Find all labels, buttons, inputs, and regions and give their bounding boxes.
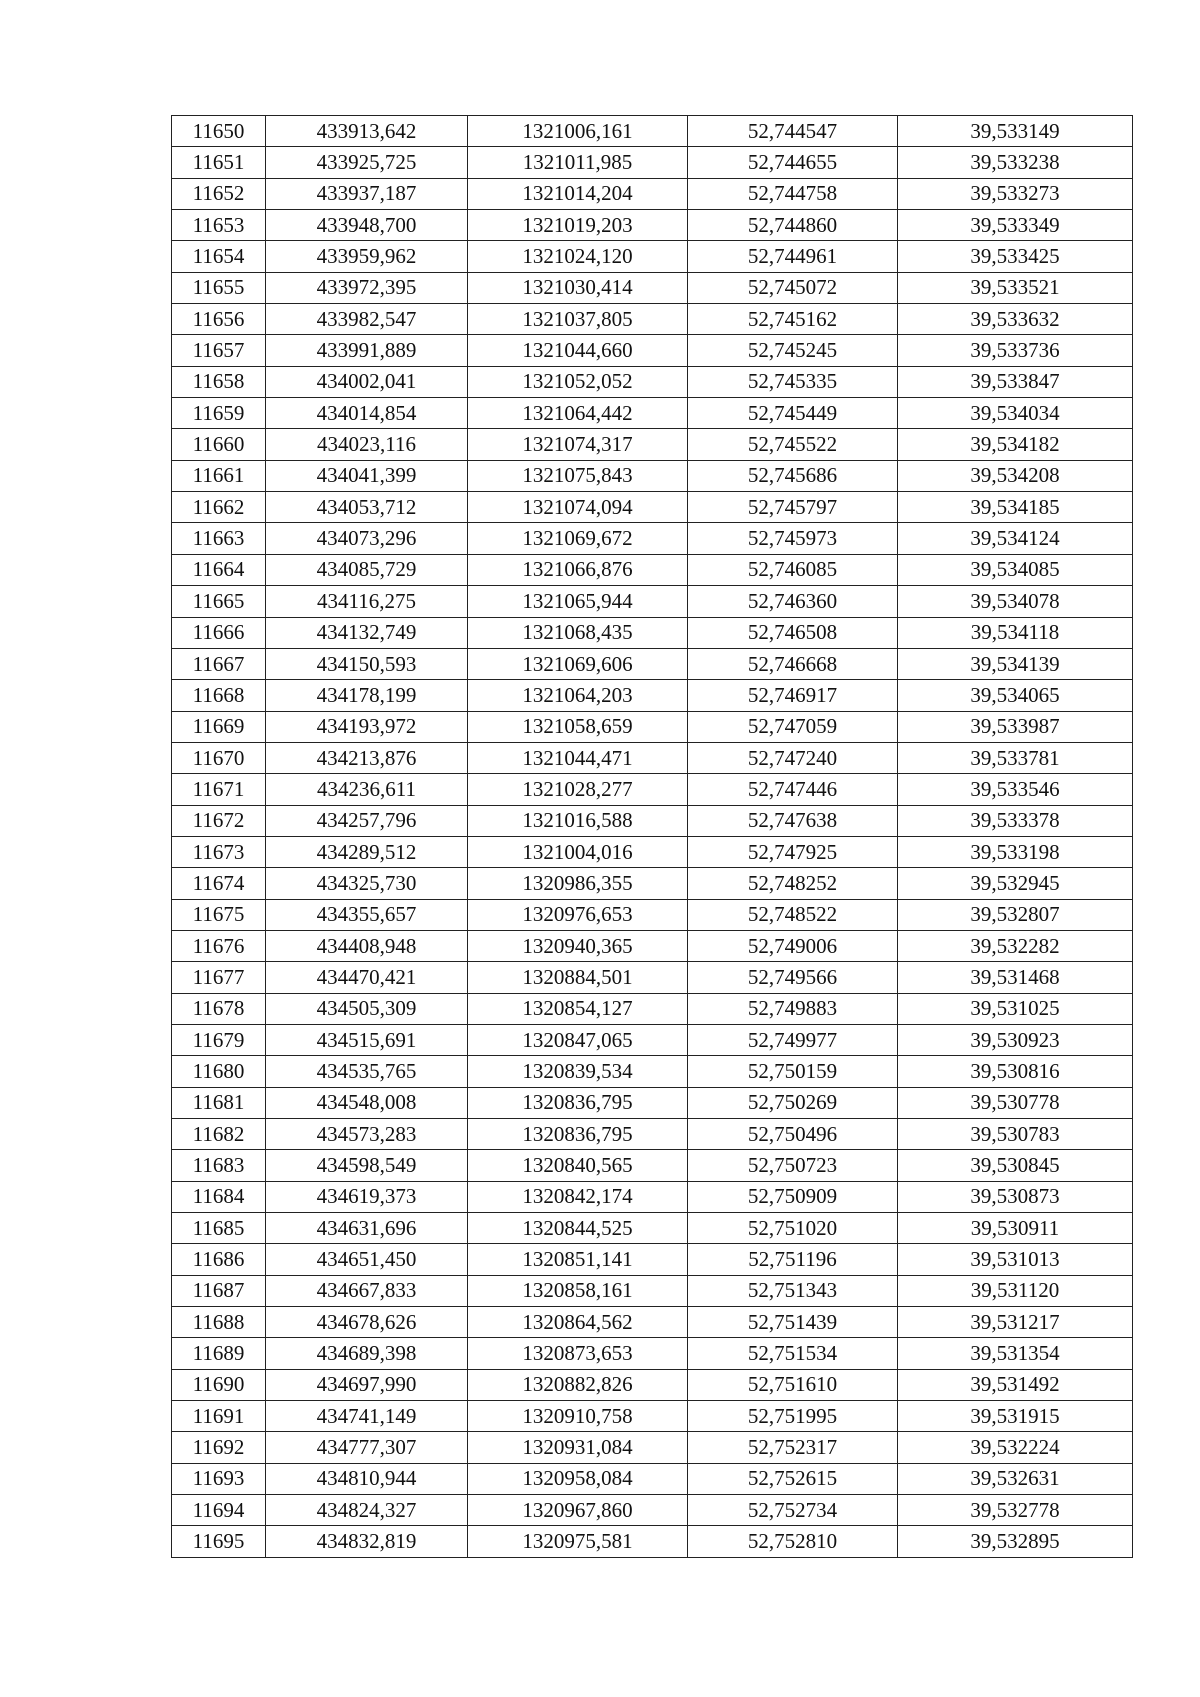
x-coordinate-cell: 434193,972: [266, 711, 468, 742]
latitude-cell: 52,746360: [688, 586, 898, 617]
table-row: [172, 492, 1133, 523]
y-coordinate-cell: 1320839,534: [468, 1056, 688, 1087]
latitude-cell: 52,747925: [688, 836, 898, 867]
table-row: [172, 1056, 1133, 1087]
x-coordinate-cell: 434178,199: [266, 680, 468, 711]
y-coordinate-cell: 1320844,525: [468, 1213, 688, 1244]
table-row: [172, 523, 1133, 554]
latitude-cell: 52,745973: [688, 523, 898, 554]
x-coordinate-cell: 434053,712: [266, 492, 468, 523]
point-number-cell: 11676: [172, 930, 266, 961]
y-coordinate-cell: 1320864,562: [468, 1307, 688, 1338]
latitude-cell: 52,747240: [688, 742, 898, 773]
y-coordinate-cell: 1321019,203: [468, 210, 688, 241]
table-row: [172, 210, 1133, 241]
table-row: [172, 178, 1133, 209]
y-coordinate-cell: 1321044,471: [468, 742, 688, 773]
point-number-cell: 11651: [172, 147, 266, 178]
longitude-cell: 39,531915: [898, 1401, 1133, 1432]
y-coordinate-cell: 1321068,435: [468, 617, 688, 648]
y-coordinate-cell: 1320910,758: [468, 1401, 688, 1432]
point-number-cell: 11678: [172, 993, 266, 1024]
longitude-cell: 39,530845: [898, 1150, 1133, 1181]
y-coordinate-cell: 1320975,581: [468, 1526, 688, 1557]
longitude-cell: 39,532945: [898, 868, 1133, 899]
latitude-cell: 52,744961: [688, 241, 898, 272]
x-coordinate-cell: 434697,990: [266, 1369, 468, 1400]
x-coordinate-cell: 434651,450: [266, 1244, 468, 1275]
point-number-cell: 11679: [172, 1024, 266, 1055]
table-row: [172, 962, 1133, 993]
x-coordinate-cell: 434289,512: [266, 836, 468, 867]
x-coordinate-cell: 434236,611: [266, 774, 468, 805]
longitude-cell: 39,534185: [898, 492, 1133, 523]
x-coordinate-cell: 434678,626: [266, 1307, 468, 1338]
table-row: [172, 554, 1133, 585]
latitude-cell: 52,751995: [688, 1401, 898, 1432]
y-coordinate-cell: 1321064,442: [468, 398, 688, 429]
point-number-cell: 11657: [172, 335, 266, 366]
y-coordinate-cell: 1321030,414: [468, 272, 688, 303]
point-number-cell: 11659: [172, 398, 266, 429]
longitude-cell: 39,531025: [898, 993, 1133, 1024]
table-row: [172, 1495, 1133, 1526]
y-coordinate-cell: 1320851,141: [468, 1244, 688, 1275]
x-coordinate-cell: 434598,549: [266, 1150, 468, 1181]
longitude-cell: 39,534085: [898, 554, 1133, 585]
y-coordinate-cell: 1320967,860: [468, 1495, 688, 1526]
table-row: [172, 774, 1133, 805]
table-row: [172, 366, 1133, 397]
point-number-cell: 11654: [172, 241, 266, 272]
table-row: [172, 398, 1133, 429]
y-coordinate-cell: 1320976,653: [468, 899, 688, 930]
x-coordinate-cell: 434355,657: [266, 899, 468, 930]
longitude-cell: 39,532224: [898, 1432, 1133, 1463]
latitude-cell: 52,751196: [688, 1244, 898, 1275]
longitude-cell: 39,531013: [898, 1244, 1133, 1275]
x-coordinate-cell: 433913,642: [266, 116, 468, 147]
coordinates-table: [171, 115, 1133, 1558]
longitude-cell: 39,533781: [898, 742, 1133, 773]
point-number-cell: 11660: [172, 429, 266, 460]
longitude-cell: 39,531217: [898, 1307, 1133, 1338]
x-coordinate-cell: 434325,730: [266, 868, 468, 899]
longitude-cell: 39,530778: [898, 1087, 1133, 1118]
table-row: [172, 1401, 1133, 1432]
latitude-cell: 52,745245: [688, 335, 898, 366]
coordinates-table-body: [172, 116, 1133, 1558]
point-number-cell: 11655: [172, 272, 266, 303]
x-coordinate-cell: 434073,296: [266, 523, 468, 554]
y-coordinate-cell: 1320836,795: [468, 1119, 688, 1150]
latitude-cell: 52,747446: [688, 774, 898, 805]
x-coordinate-cell: 434085,729: [266, 554, 468, 585]
point-number-cell: 11683: [172, 1150, 266, 1181]
latitude-cell: 52,750159: [688, 1056, 898, 1087]
longitude-cell: 39,533198: [898, 836, 1133, 867]
point-number-cell: 11667: [172, 648, 266, 679]
table-row: [172, 617, 1133, 648]
longitude-cell: 39,531120: [898, 1275, 1133, 1306]
latitude-cell: 52,751610: [688, 1369, 898, 1400]
table-row: [172, 930, 1133, 961]
x-coordinate-cell: 434515,691: [266, 1024, 468, 1055]
point-number-cell: 11662: [172, 492, 266, 523]
table-row: [172, 1181, 1133, 1212]
longitude-cell: 39,531354: [898, 1338, 1133, 1369]
y-coordinate-cell: 1321028,277: [468, 774, 688, 805]
longitude-cell: 39,533238: [898, 147, 1133, 178]
latitude-cell: 52,747638: [688, 805, 898, 836]
longitude-cell: 39,532807: [898, 899, 1133, 930]
longitude-cell: 39,533378: [898, 805, 1133, 836]
table-row: [172, 1213, 1133, 1244]
longitude-cell: 39,534139: [898, 648, 1133, 679]
latitude-cell: 52,744758: [688, 178, 898, 209]
point-number-cell: 11684: [172, 1181, 266, 1212]
latitude-cell: 52,750723: [688, 1150, 898, 1181]
y-coordinate-cell: 1321052,052: [468, 366, 688, 397]
x-coordinate-cell: 433991,889: [266, 335, 468, 366]
y-coordinate-cell: 1321044,660: [468, 335, 688, 366]
table-row: [172, 648, 1133, 679]
longitude-cell: 39,534065: [898, 680, 1133, 711]
point-number-cell: 11669: [172, 711, 266, 742]
y-coordinate-cell: 1320836,795: [468, 1087, 688, 1118]
table-row: [172, 1369, 1133, 1400]
latitude-cell: 52,744655: [688, 147, 898, 178]
longitude-cell: 39,533632: [898, 304, 1133, 335]
y-coordinate-cell: 1321016,588: [468, 805, 688, 836]
longitude-cell: 39,533425: [898, 241, 1133, 272]
point-number-cell: 11665: [172, 586, 266, 617]
point-number-cell: 11671: [172, 774, 266, 805]
point-number-cell: 11680: [172, 1056, 266, 1087]
latitude-cell: 52,745686: [688, 460, 898, 491]
x-coordinate-cell: 434470,421: [266, 962, 468, 993]
x-coordinate-cell: 433982,547: [266, 304, 468, 335]
latitude-cell: 52,746508: [688, 617, 898, 648]
latitude-cell: 52,751534: [688, 1338, 898, 1369]
y-coordinate-cell: 1321037,805: [468, 304, 688, 335]
y-coordinate-cell: 1321064,203: [468, 680, 688, 711]
point-number-cell: 11687: [172, 1275, 266, 1306]
y-coordinate-cell: 1321075,843: [468, 460, 688, 491]
point-number-cell: 11661: [172, 460, 266, 491]
point-number-cell: 11681: [172, 1087, 266, 1118]
y-coordinate-cell: 1320940,365: [468, 930, 688, 961]
table-row: [172, 1463, 1133, 1494]
longitude-cell: 39,530783: [898, 1119, 1133, 1150]
x-coordinate-cell: 434810,944: [266, 1463, 468, 1494]
latitude-cell: 52,745449: [688, 398, 898, 429]
point-number-cell: 11686: [172, 1244, 266, 1275]
table-row: [172, 241, 1133, 272]
point-number-cell: 11658: [172, 366, 266, 397]
longitude-cell: 39,530923: [898, 1024, 1133, 1055]
x-coordinate-cell: 434014,854: [266, 398, 468, 429]
y-coordinate-cell: 1320842,174: [468, 1181, 688, 1212]
point-number-cell: 11656: [172, 304, 266, 335]
point-number-cell: 11682: [172, 1119, 266, 1150]
x-coordinate-cell: 434573,283: [266, 1119, 468, 1150]
x-coordinate-cell: 434832,819: [266, 1526, 468, 1557]
point-number-cell: 11666: [172, 617, 266, 648]
latitude-cell: 52,745335: [688, 366, 898, 397]
longitude-cell: 39,532778: [898, 1495, 1133, 1526]
latitude-cell: 52,751020: [688, 1213, 898, 1244]
table-row: [172, 304, 1133, 335]
x-coordinate-cell: 434631,696: [266, 1213, 468, 1244]
y-coordinate-cell: 1320884,501: [468, 962, 688, 993]
point-number-cell: 11674: [172, 868, 266, 899]
longitude-cell: 39,532631: [898, 1463, 1133, 1494]
longitude-cell: 39,531492: [898, 1369, 1133, 1400]
x-coordinate-cell: 434023,116: [266, 429, 468, 460]
point-number-cell: 11691: [172, 1401, 266, 1432]
point-number-cell: 11663: [172, 523, 266, 554]
point-number-cell: 11668: [172, 680, 266, 711]
latitude-cell: 52,745522: [688, 429, 898, 460]
latitude-cell: 52,750269: [688, 1087, 898, 1118]
latitude-cell: 52,748252: [688, 868, 898, 899]
table-row: [172, 1119, 1133, 1150]
point-number-cell: 11692: [172, 1432, 266, 1463]
y-coordinate-cell: 1320986,355: [468, 868, 688, 899]
table-row: [172, 1150, 1133, 1181]
x-coordinate-cell: 434116,275: [266, 586, 468, 617]
table-row: [172, 429, 1133, 460]
y-coordinate-cell: 1321058,659: [468, 711, 688, 742]
x-coordinate-cell: 433959,962: [266, 241, 468, 272]
point-number-cell: 11694: [172, 1495, 266, 1526]
longitude-cell: 39,533736: [898, 335, 1133, 366]
x-coordinate-cell: 434041,399: [266, 460, 468, 491]
x-coordinate-cell: 434777,307: [266, 1432, 468, 1463]
table-row: [172, 1275, 1133, 1306]
table-row: [172, 680, 1133, 711]
x-coordinate-cell: 434150,593: [266, 648, 468, 679]
point-number-cell: 11650: [172, 116, 266, 147]
latitude-cell: 52,752615: [688, 1463, 898, 1494]
longitude-cell: 39,533546: [898, 774, 1133, 805]
y-coordinate-cell: 1321066,876: [468, 554, 688, 585]
x-coordinate-cell: 434257,796: [266, 805, 468, 836]
latitude-cell: 52,752734: [688, 1495, 898, 1526]
y-coordinate-cell: 1321074,317: [468, 429, 688, 460]
y-coordinate-cell: 1321069,606: [468, 648, 688, 679]
latitude-cell: 52,744860: [688, 210, 898, 241]
latitude-cell: 52,750496: [688, 1119, 898, 1150]
longitude-cell: 39,534124: [898, 523, 1133, 554]
x-coordinate-cell: 434667,833: [266, 1275, 468, 1306]
x-coordinate-cell: 433972,395: [266, 272, 468, 303]
latitude-cell: 52,745797: [688, 492, 898, 523]
point-number-cell: 11693: [172, 1463, 266, 1494]
x-coordinate-cell: 433948,700: [266, 210, 468, 241]
x-coordinate-cell: 434002,041: [266, 366, 468, 397]
latitude-cell: 52,746668: [688, 648, 898, 679]
table-row: [172, 147, 1133, 178]
table-row: [172, 116, 1133, 147]
y-coordinate-cell: 1321069,672: [468, 523, 688, 554]
point-number-cell: 11664: [172, 554, 266, 585]
table-row: [172, 1244, 1133, 1275]
table-row: [172, 711, 1133, 742]
longitude-cell: 39,530873: [898, 1181, 1133, 1212]
point-number-cell: 11675: [172, 899, 266, 930]
y-coordinate-cell: 1321024,120: [468, 241, 688, 272]
table-row: [172, 1307, 1133, 1338]
table-row: [172, 586, 1133, 617]
latitude-cell: 52,752810: [688, 1526, 898, 1557]
table-row: [172, 868, 1133, 899]
y-coordinate-cell: 1320931,084: [468, 1432, 688, 1463]
longitude-cell: 39,534118: [898, 617, 1133, 648]
y-coordinate-cell: 1320873,653: [468, 1338, 688, 1369]
table-row: [172, 460, 1133, 491]
y-coordinate-cell: 1320854,127: [468, 993, 688, 1024]
latitude-cell: 52,744547: [688, 116, 898, 147]
latitude-cell: 52,749883: [688, 993, 898, 1024]
latitude-cell: 52,746917: [688, 680, 898, 711]
x-coordinate-cell: 434505,309: [266, 993, 468, 1024]
x-coordinate-cell: 434213,876: [266, 742, 468, 773]
y-coordinate-cell: 1320840,565: [468, 1150, 688, 1181]
longitude-cell: 39,534034: [898, 398, 1133, 429]
x-coordinate-cell: 434689,398: [266, 1338, 468, 1369]
latitude-cell: 52,746085: [688, 554, 898, 585]
y-coordinate-cell: 1321014,204: [468, 178, 688, 209]
latitude-cell: 52,749566: [688, 962, 898, 993]
point-number-cell: 11690: [172, 1369, 266, 1400]
latitude-cell: 52,751343: [688, 1275, 898, 1306]
x-coordinate-cell: 434132,749: [266, 617, 468, 648]
table-row: [172, 836, 1133, 867]
y-coordinate-cell: 1320847,065: [468, 1024, 688, 1055]
latitude-cell: 52,745072: [688, 272, 898, 303]
latitude-cell: 52,745162: [688, 304, 898, 335]
point-number-cell: 11695: [172, 1526, 266, 1557]
x-coordinate-cell: 433937,187: [266, 178, 468, 209]
longitude-cell: 39,534182: [898, 429, 1133, 460]
latitude-cell: 52,747059: [688, 711, 898, 742]
x-coordinate-cell: 434619,373: [266, 1181, 468, 1212]
y-coordinate-cell: 1321065,944: [468, 586, 688, 617]
longitude-cell: 39,531468: [898, 962, 1133, 993]
latitude-cell: 52,749006: [688, 930, 898, 961]
longitude-cell: 39,533149: [898, 116, 1133, 147]
table-row: [172, 272, 1133, 303]
table-row: [172, 1024, 1133, 1055]
y-coordinate-cell: 1321011,985: [468, 147, 688, 178]
longitude-cell: 39,530816: [898, 1056, 1133, 1087]
x-coordinate-cell: 434535,765: [266, 1056, 468, 1087]
longitude-cell: 39,533273: [898, 178, 1133, 209]
point-number-cell: 11688: [172, 1307, 266, 1338]
x-coordinate-cell: 434408,948: [266, 930, 468, 961]
point-number-cell: 11673: [172, 836, 266, 867]
x-coordinate-cell: 434548,008: [266, 1087, 468, 1118]
latitude-cell: 52,749977: [688, 1024, 898, 1055]
longitude-cell: 39,533521: [898, 272, 1133, 303]
latitude-cell: 52,750909: [688, 1181, 898, 1212]
y-coordinate-cell: 1321004,016: [468, 836, 688, 867]
longitude-cell: 39,534078: [898, 586, 1133, 617]
point-number-cell: 11652: [172, 178, 266, 209]
point-number-cell: 11685: [172, 1213, 266, 1244]
longitude-cell: 39,530911: [898, 1213, 1133, 1244]
y-coordinate-cell: 1320958,084: [468, 1463, 688, 1494]
x-coordinate-cell: 433925,725: [266, 147, 468, 178]
table-row: [172, 1338, 1133, 1369]
table-row: [172, 1432, 1133, 1463]
latitude-cell: 52,751439: [688, 1307, 898, 1338]
table-row: [172, 1526, 1133, 1557]
longitude-cell: 39,533349: [898, 210, 1133, 241]
longitude-cell: 39,532895: [898, 1526, 1133, 1557]
point-number-cell: 11672: [172, 805, 266, 836]
point-number-cell: 11653: [172, 210, 266, 241]
point-number-cell: 11670: [172, 742, 266, 773]
longitude-cell: 39,533987: [898, 711, 1133, 742]
y-coordinate-cell: 1321006,161: [468, 116, 688, 147]
x-coordinate-cell: 434824,327: [266, 1495, 468, 1526]
y-coordinate-cell: 1320882,826: [468, 1369, 688, 1400]
longitude-cell: 39,532282: [898, 930, 1133, 961]
table-row: [172, 899, 1133, 930]
table-row: [172, 742, 1133, 773]
y-coordinate-cell: 1321074,094: [468, 492, 688, 523]
y-coordinate-cell: 1320858,161: [468, 1275, 688, 1306]
table-row: [172, 993, 1133, 1024]
latitude-cell: 52,752317: [688, 1432, 898, 1463]
point-number-cell: 11689: [172, 1338, 266, 1369]
longitude-cell: 39,533847: [898, 366, 1133, 397]
latitude-cell: 52,748522: [688, 899, 898, 930]
table-row: [172, 1087, 1133, 1118]
point-number-cell: 11677: [172, 962, 266, 993]
table-row: [172, 335, 1133, 366]
longitude-cell: 39,534208: [898, 460, 1133, 491]
table-row: [172, 805, 1133, 836]
x-coordinate-cell: 434741,149: [266, 1401, 468, 1432]
